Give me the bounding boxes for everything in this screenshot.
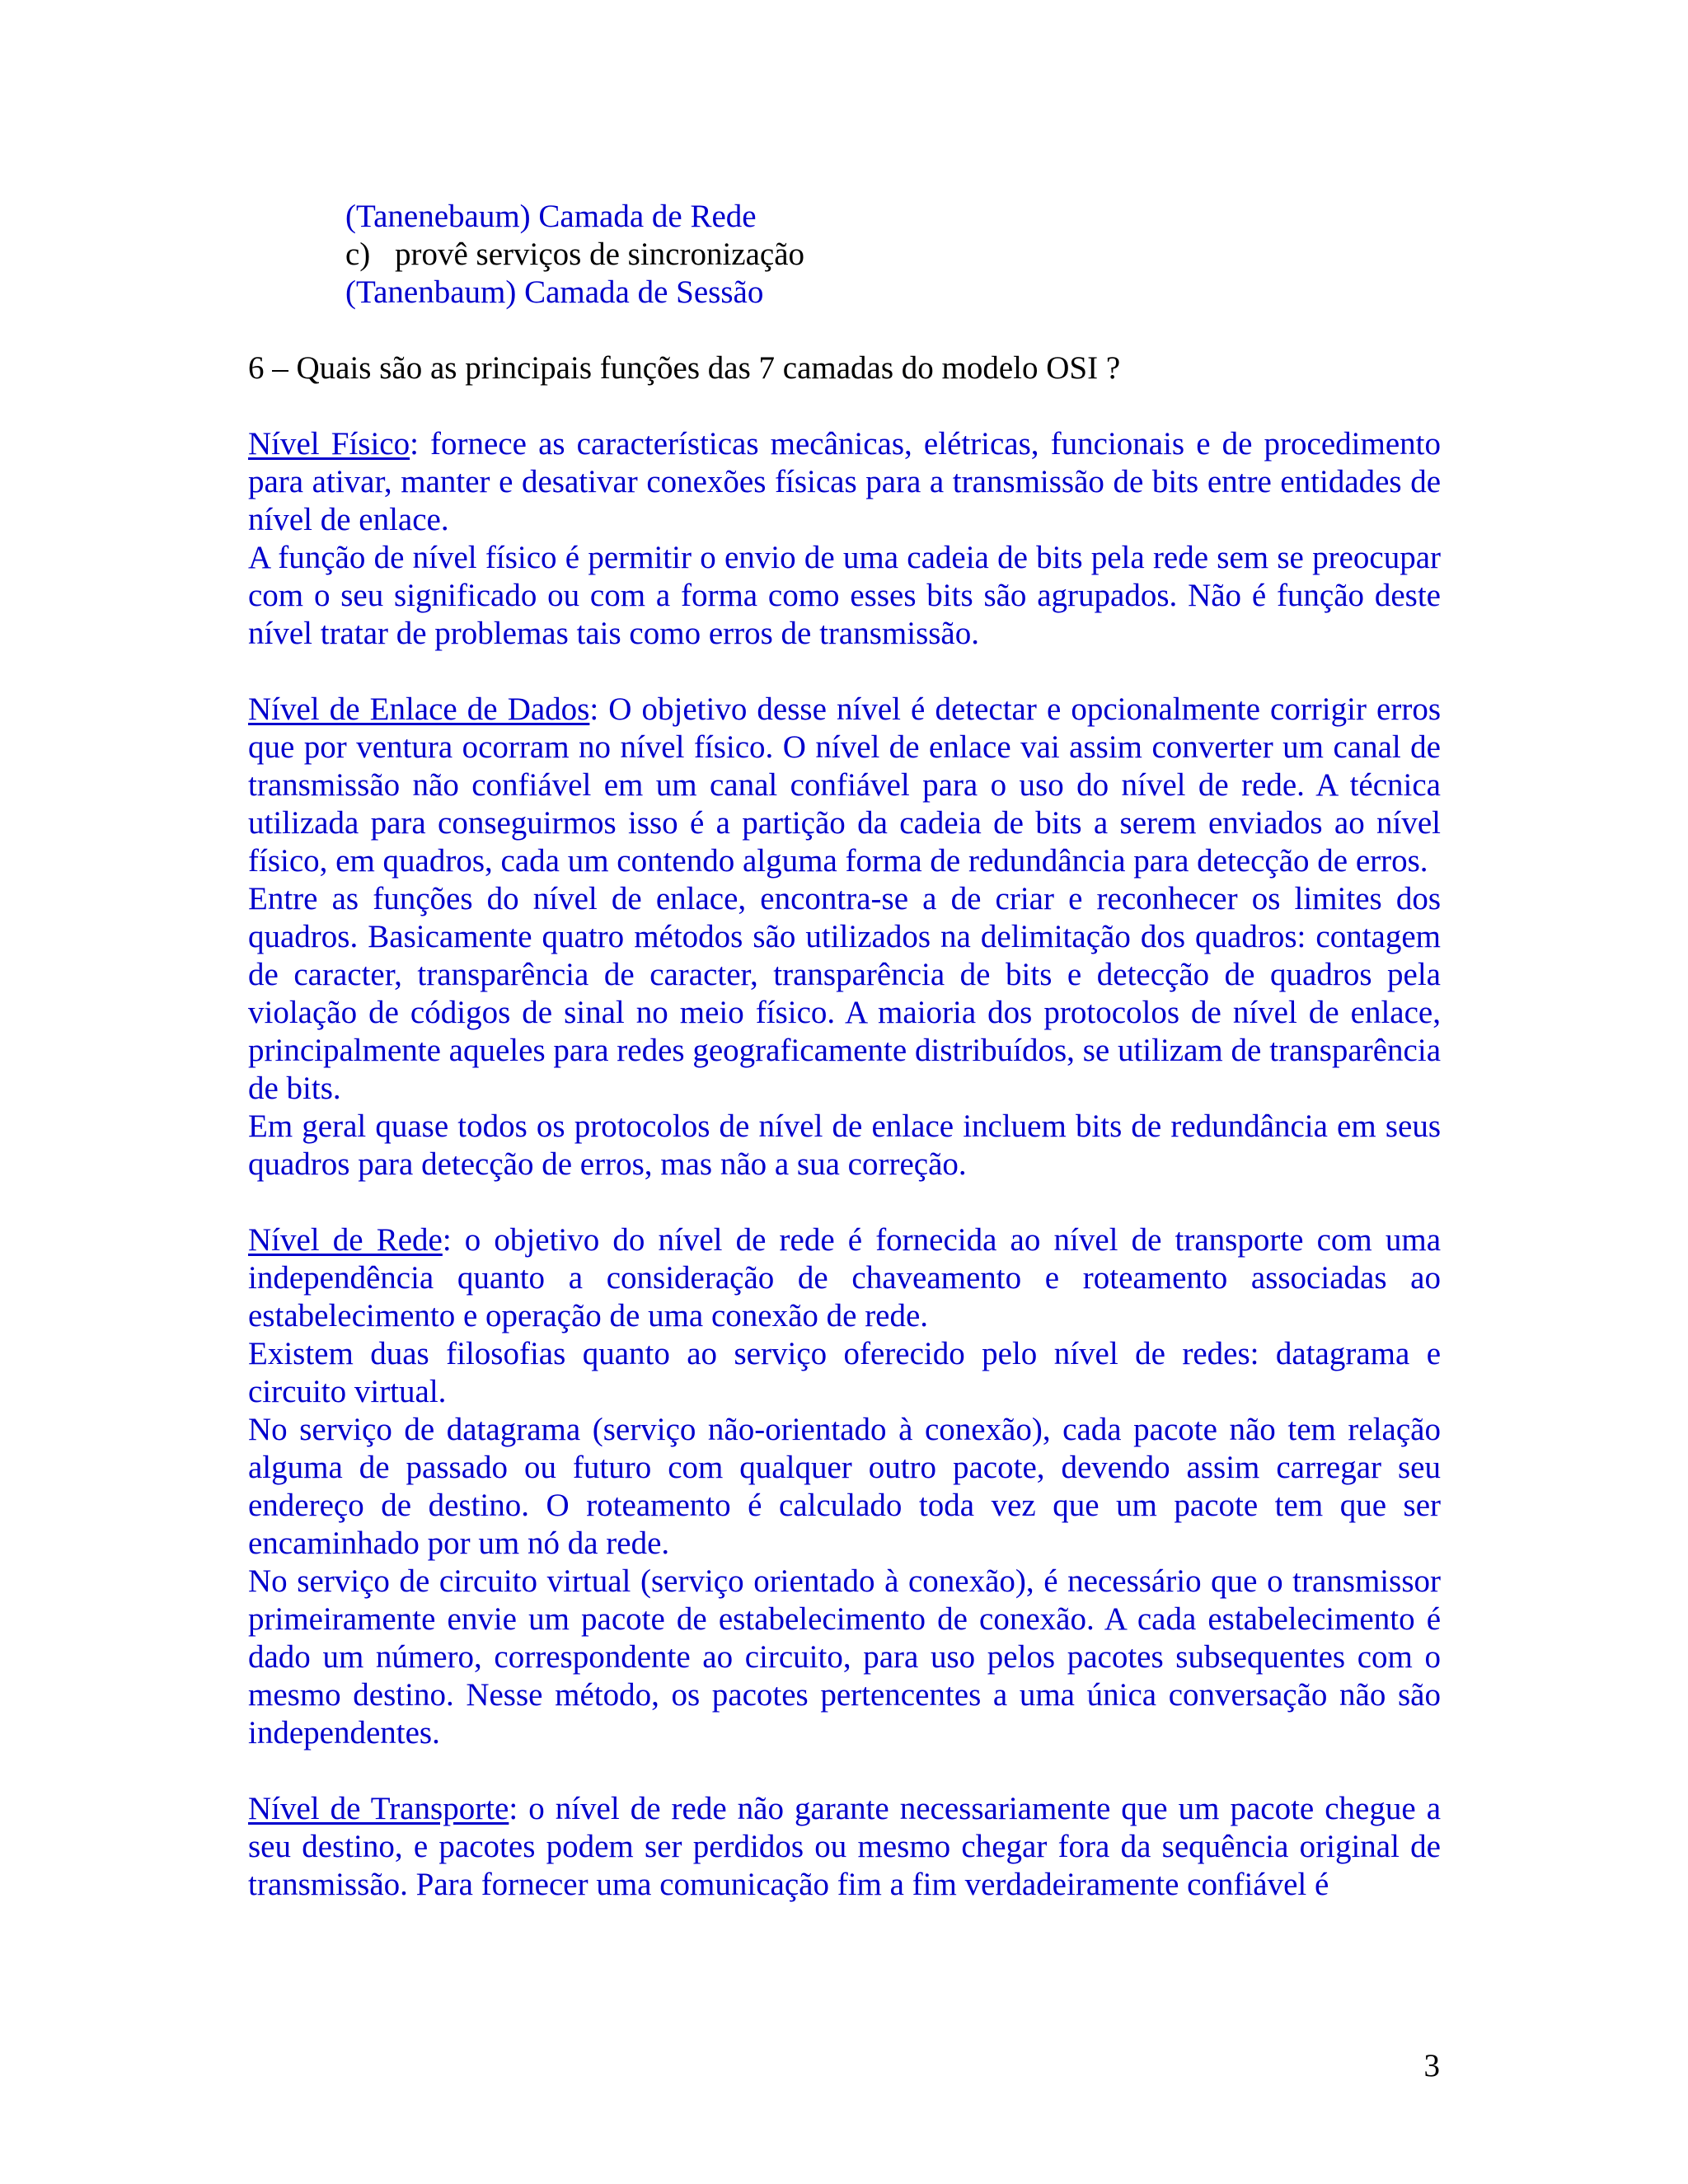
reference-camada-rede: (Tanenebaum) Camada de Rede bbox=[345, 199, 757, 234]
paragraph-text: : fornece as características mecânicas, elétricas, funcionais e de procedimento para ativar, manter e desativar conexões físicas para a transmissão de bits entre entidades de nível de enlace. bbox=[248, 426, 1441, 537]
paragraph-rede-4: No serviço de circuito virtual (serviço orientado à conexão), é necessário que o transmissor primeiramente envie um pacote de estabelecimento de conexão. A cada estabelecimento é dado um número, correspondente ao circuito, para uso pelos pacotes subsequentes com o mesmo destino. Nesse método, os pacotes pertencentes a uma única conversação não são independentes. bbox=[248, 1563, 1441, 1750]
heading-nivel-rede: Nível de Rede bbox=[248, 1222, 443, 1258]
paragraph-text: : O objetivo desse nível é detectar e opcionalmente corrigir erros que por ventura ocorram no nível físico. O nível de enlace vai assim converter um canal de transmissão não confiável em um canal confiável para o uso do nível de rede. A técnica utilizada para conseguirmos isso é a partição da cadeia de bits a serem enviados ao nível físico, em quadros, cada um contendo alguma forma de redundância para detecção de erros. bbox=[248, 691, 1441, 879]
paragraph-text: : o nível de rede não garante necessariamente que um pacote chegue a seu destino, e pacotes podem ser perdidos ou mesmo chegar fora da sequência original de transmissão. Para fornecer uma comunicação fim a fim verdadeiramente confiável é bbox=[248, 1791, 1441, 1902]
paragraph-transporte-1 bbox=[248, 1790, 1441, 1904]
paragraph-rede-1 bbox=[248, 1221, 1441, 1335]
reference-camada-sessao: (Tanenbaum) Camada de Sessão bbox=[345, 274, 764, 310]
paragraph-enlace-1 bbox=[248, 691, 1441, 880]
page-number: 3 bbox=[1423, 2048, 1440, 2083]
paragraph-text: : o objetivo do nível de rede é fornecida ao nível de transporte com uma independência quanto a consideração de chaveamento e roteamento associadas ao estabelecimento e operação de uma conexão de rede. bbox=[248, 1222, 1442, 1333]
question-6: 6 – Quais são as principais funções das 7 camadas do modelo OSI ? bbox=[248, 350, 1121, 386]
list-item-c bbox=[248, 236, 1441, 274]
paragraph-fisico-2: A função de nível físico é permitir o envio de uma cadeia de bits pela rede sem se preocupar com o seu significado ou com a forma como esses bits são agrupados. Não é função deste nível tratar de problemas tais como erros de transmissão. bbox=[248, 540, 1441, 651]
heading-nivel-fisico: Nível Físico bbox=[248, 426, 410, 462]
heading-nivel-enlace: Nível de Enlace de Dados bbox=[248, 691, 590, 727]
item-letter: c) bbox=[345, 237, 371, 272]
item-text: provê serviços de sincronização bbox=[395, 237, 805, 272]
page-content bbox=[248, 198, 1441, 1904]
paragraph-rede-3: No serviço de datagrama (serviço não-orientado à conexão), cada pacote não tem relação alguma de passado ou futuro com qualquer outro pacote, devendo assim carregar seu endereço de destino. O roteamento é calculado toda vez que um pacote tem que ser encaminhado por um nó da rede. bbox=[248, 1412, 1441, 1561]
paragraph-rede-2: Existem duas filosofias quanto ao serviço oferecido pelo nível de redes: datagrama e circuito virtual. bbox=[248, 1336, 1441, 1409]
paragraph-enlace-3: Em geral quase todos os protocolos de nível de enlace incluem bits de redundância em seus quadros para detecção de erros, mas não a sua correção. bbox=[248, 1108, 1441, 1182]
paragraph-fisico-1 bbox=[248, 425, 1441, 539]
paragraph-enlace-2: Entre as funções do nível de enlace, encontra-se a de criar e reconhecer os limites dos quadros. Basicamente quatro métodos são utilizados na delimitação dos quadros: contagem de caracter, transparência de caracter, transparência de bits e detecção de quadros pela violação de códigos de sinal no meio físico. A maioria dos protocolos de nível de enlace, principalmente aqueles para redes geograficamente distribuídos, se utilizam de transparência de bits. bbox=[248, 881, 1441, 1106]
heading-nivel-transporte: Nível de Transporte bbox=[248, 1791, 509, 1826]
